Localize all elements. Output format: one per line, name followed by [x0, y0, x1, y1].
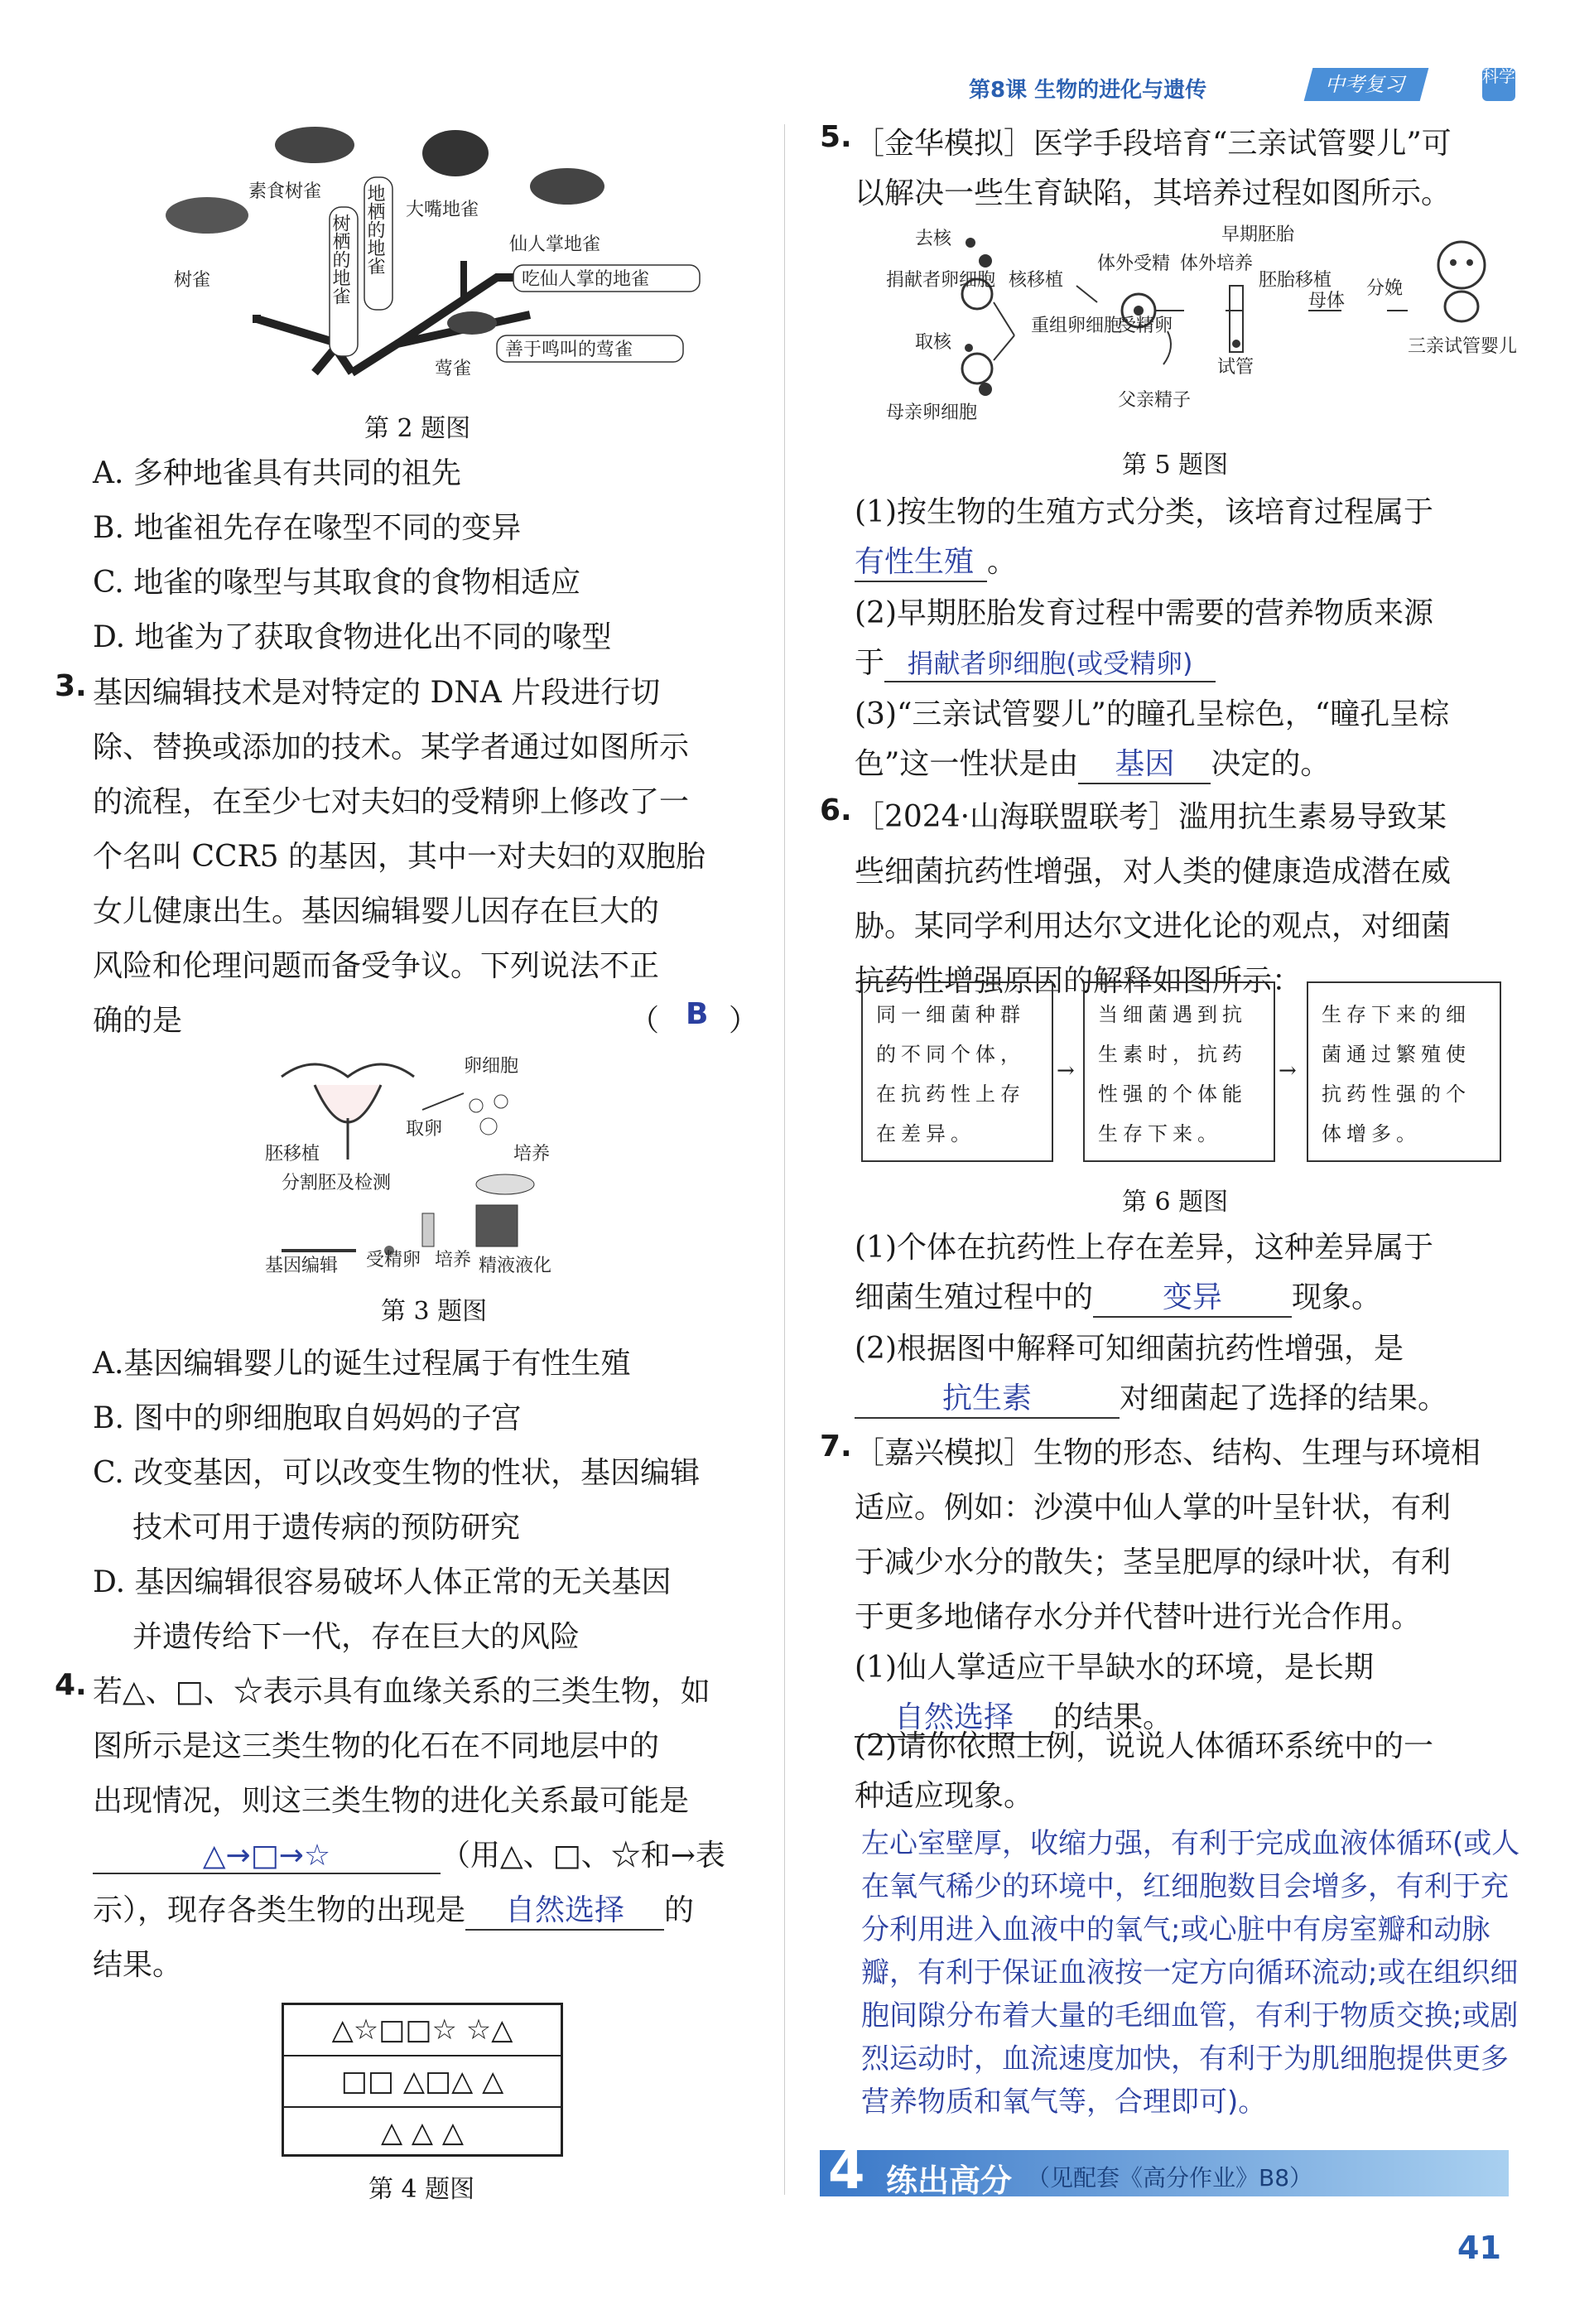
q7-line-1: ［嘉兴模拟］生物的形态、结构、生理与环境相	[855, 1436, 1481, 1470]
label-egg-cell: 卵细胞	[464, 1056, 519, 1077]
q6-sub2-post: 对细菌起了选择的结果。	[1120, 1381, 1448, 1415]
q7-answer-2: 左心室壁厚，收缩力强，有利于完成血液体循环(或人在氧气稀少的环境中，红细胞数目会增多，有利于充分利用进入血液中的氧气;或心脏中有房室瓣和动脉瓣，有利于保证血液按一定方向循环流动;或在组织细胞间隙分布着大量的毛细血管，有利于物质交换;或剧烈运动时，血流速度加快，有利于为肌细胞提供更多营养物质和氧气等，合理即可)。	[861, 1827, 1520, 2119]
label-zygote-5: 受精卵	[1118, 316, 1173, 336]
q6-line-3: 胁。某同学利用达尔文进化论的观点，对细菌	[855, 909, 1452, 943]
banner-number-icon: 4	[828, 2140, 865, 2201]
q3-paren-close: ）	[729, 1004, 759, 1038]
q7-line-4: 于更多地储存水分并代替叶进行光合作用。	[855, 1600, 1422, 1634]
label-nuclear-transfer: 核移植	[1009, 270, 1064, 291]
review-tag: 中考复习	[1304, 68, 1429, 101]
label-split-embryo: 分割胚及检测	[282, 1173, 392, 1193]
gene-editing-figure	[265, 1052, 596, 1275]
tree-finch-icon	[166, 197, 248, 234]
label-in-vitro-culture: 体外培养	[1180, 253, 1254, 274]
q5-answer-2: 捐献者卵细胞(或受精卵)	[884, 643, 1216, 682]
label-culture-2: 培养	[435, 1250, 472, 1270]
q4-line5-post: 的	[664, 1893, 695, 1927]
q4-answer-relation: △→□→☆	[93, 1839, 441, 1874]
q5-sub2-prefix: 于	[855, 646, 885, 680]
q6-line-2: 些细菌抗药性增强，对人类的健康造成潜在威	[855, 855, 1452, 889]
q3-line-4: 个名叫 CCR5 的基因，其中一对夫妇的双胞胎	[93, 840, 706, 874]
q3-line-3: 的流程，在至少七对夫妇的受精卵上修改了一	[93, 785, 690, 819]
label-three-parent-baby: 三亲试管婴儿	[1408, 336, 1518, 357]
q6-sub1-pre: 细菌生殖过程中的	[855, 1280, 1094, 1314]
q5-sub3-pre: 色”这一性状是由	[855, 747, 1079, 781]
q6-sub2: (2)根据图中解释可知细菌抗药性增强，是	[855, 1332, 1404, 1366]
q6-line-1: ［2024·山海联盟联考］滥用抗生素易导致某	[855, 800, 1447, 834]
q5-line-1: ［金华模拟］医学手段培育“三亲试管婴儿”可	[855, 127, 1452, 161]
q3-option-a: A.基因编辑婴儿的诞生过程属于有性生殖	[93, 1347, 631, 1381]
q3-number: 3.	[55, 669, 87, 703]
label-father-sperm: 父亲精子	[1118, 390, 1192, 411]
q4-answer-selection: 自然选择	[465, 1887, 664, 1931]
q5-number: 5.	[820, 120, 852, 154]
label-vegetarian-finch: 素食树雀	[248, 181, 322, 202]
baby-icon	[1438, 242, 1485, 288]
q3-caption: 第 3 题图	[381, 1297, 488, 1326]
ivf-process-figure	[878, 219, 1524, 435]
q3-option-c: C. 改变基因，可以改变生物的性状，基因编辑	[93, 1456, 701, 1490]
q5-caption: 第 5 题图	[1122, 451, 1229, 480]
label-cactus-eating-finch: 吃仙人掌的地雀	[522, 269, 650, 290]
label-culture-1: 培养	[513, 1144, 551, 1164]
large-ground-finch-icon	[422, 130, 489, 176]
label-singing-warbler: 善于鸣叫的莺雀	[505, 340, 633, 360]
q7-line-3: 于减少水分的散失；茎呈肥厚的绿叶状，有利	[855, 1545, 1452, 1579]
q4-number: 4.	[55, 1668, 87, 1702]
q5-sub1-end: 。	[987, 545, 1018, 579]
vegetarian-finch-icon	[275, 127, 354, 163]
subject-tag: 科学	[1482, 68, 1515, 101]
q5-answer-1: 有性生殖	[855, 538, 987, 582]
q2-option-d: D. 地雀为了获取食物进化出不同的喙型	[93, 620, 612, 654]
q6-box-2: 当细菌遇到抗生素时，抗药性强的个体能生存下来。	[1083, 981, 1275, 1162]
header	[969, 66, 1532, 108]
q5-sub2: (2)早期胚胎发育过程中需要的营养物质来源	[855, 596, 1433, 630]
q7-sub1-post: 的结果。	[1053, 1700, 1173, 1734]
label-tree-ground-finch: 树栖的地雀	[330, 214, 350, 305]
q5-sub2-answer-line	[855, 639, 1216, 682]
q6-caption: 第 6 题图	[1122, 1188, 1229, 1217]
banner-title: 练出高分	[886, 2162, 1013, 2199]
q6-box-1: 同一细菌种群的不同个体，在抗药性上存在差异。	[861, 981, 1053, 1162]
arrow-icon: →	[1279, 1058, 1297, 1083]
stratum-bottom: △ △ △	[380, 2116, 465, 2149]
q2-option-b: B. 地雀祖先存在喙型不同的变异	[93, 511, 522, 545]
label-take-nucleus: 取核	[915, 332, 952, 353]
q6-line-4: 抗药性增强原因的解释如图所示：	[855, 964, 1303, 998]
q3-option-d: D. 基因编辑很容易破坏人体正常的无关基因	[93, 1565, 672, 1599]
q7-sub1: (1)仙人掌适应干旱缺水的环境，是长期	[855, 1651, 1374, 1685]
label-ground-finch: 地栖的地雀	[364, 184, 385, 275]
q5-sub3-answer-line	[855, 740, 1330, 784]
label-mother-egg: 母亲卵细胞	[886, 403, 978, 423]
q3-option-b: B. 图中的卵细胞取自妈妈的子宫	[93, 1401, 522, 1435]
q4-caption: 第 4 题图	[368, 2175, 475, 2204]
q2-option-a: A. 多种地雀具有共同的祖先	[93, 456, 461, 490]
label-early-embryo: 早期胚胎	[1221, 224, 1295, 245]
q2-caption: 第 2 题图	[364, 414, 471, 443]
label-ivf: 体外受精	[1097, 253, 1171, 274]
q3-answer: B	[686, 997, 709, 1031]
q3-line-6: 风险和伦理问题而备受争议。下列说法不正	[93, 949, 660, 983]
q4-line-6: 结果。	[93, 1948, 183, 1982]
q6-answer-2: 抗生素	[855, 1375, 1120, 1419]
cactus-finch-icon	[530, 168, 604, 205]
q6-sub1: (1)个体在抗药性上存在差异，这种差异属于	[855, 1231, 1433, 1265]
practice-banner	[820, 2140, 1509, 2201]
q7-number: 7.	[820, 1430, 852, 1463]
q6-box-3: 生存下来的细菌通过繁殖使抗药性强的个体增多。	[1307, 981, 1501, 1162]
warbler-finch-icon	[447, 311, 497, 335]
label-remove-nucleus: 去核	[915, 229, 952, 249]
label-embryo-transfer: 胚移植	[265, 1144, 320, 1164]
page-number: 41	[1457, 2230, 1501, 2266]
q3-paren-open: （	[629, 1004, 660, 1038]
q5-sub1: (1)按生物的生殖方式分类，该培育过程属于	[855, 495, 1433, 529]
q3-line-5: 女儿健康出生。基因编辑婴儿因存在巨大的	[93, 894, 660, 928]
q4-line-5	[93, 1887, 694, 1931]
q5-line-2: 以解决一些生育缺陷，其培养过程如图所示。	[855, 176, 1452, 210]
q7-sub2-line2: 种适应现象。	[855, 1779, 1034, 1813]
label-large-ground-finch: 大嘴地雀	[406, 200, 479, 220]
q4-line-4	[93, 1832, 725, 1874]
q5-answer-3: 基因	[1078, 740, 1211, 784]
q4-line-2: 图所示是这三类生物的化石在不同地层中的	[93, 1729, 660, 1763]
q6-answer-1: 变异	[1093, 1274, 1292, 1318]
label-gene-editing: 基因编辑	[265, 1256, 339, 1275]
q4-line-1: 若△、□、☆表示具有血缘关系的三类生物，如	[93, 1675, 710, 1709]
q5-sub1-answer-line	[855, 538, 1017, 582]
label-test-tube: 试管	[1217, 357, 1254, 378]
label-delivery: 分娩	[1366, 278, 1404, 299]
arrow-icon: →	[1057, 1058, 1075, 1083]
q3-option-c-cont: 技术可用于遗传病的预防研究	[132, 1511, 521, 1545]
lesson-title: 第8课 生物的进化与遗传	[969, 78, 1207, 103]
q5-sub3: (3)“三亲试管婴儿”的瞳孔呈棕色，“瞳孔呈棕	[855, 697, 1450, 731]
q3-option-d-cont: 并遗传给下一代，存在巨大的风险	[132, 1620, 580, 1654]
finch-tree-figure	[149, 124, 712, 398]
q6-sub2-answer-line	[855, 1375, 1447, 1419]
q3-line-2: 除、替换或添加的技术。某学者通过如图所示	[93, 730, 690, 764]
label-embryo-transfer-5: 胚胎移植	[1259, 270, 1332, 291]
label-recombined-egg: 重组卵细胞	[1031, 316, 1123, 336]
q6-number: 6.	[820, 793, 852, 827]
label-take-egg: 取卵	[406, 1119, 443, 1140]
q7-answer-1: 自然选择	[855, 1694, 1053, 1738]
q5-sub3-post: 决定的。	[1211, 747, 1331, 781]
column-divider	[784, 124, 785, 2195]
label-cactus-finch: 仙人掌地雀	[509, 234, 601, 255]
q2-option-c: C. 地雀的喙型与其取食的食物相适应	[93, 566, 581, 600]
q4-after-answer: （用△、□、☆和→表	[441, 1839, 725, 1873]
label-semen-liquefaction: 精液液化	[479, 1256, 552, 1275]
label-mother-body: 母体	[1308, 291, 1346, 311]
q3-line-1: 基因编辑技术是对特定的 DNA 片段进行切	[93, 676, 661, 710]
stratum-middle: □□ △□△ △	[284, 2056, 561, 2108]
label-warbler: 莺雀	[435, 359, 472, 379]
q7-sub2: (2)请你依照上例，说说人体循环系统中的一	[855, 1729, 1433, 1763]
q4-line-3: 出现情况，则这三类生物的进化关系最可能是	[93, 1784, 690, 1818]
q6-sub1-post: 现象。	[1292, 1280, 1382, 1314]
banner-note: （见配套《高分作业》B8）	[1027, 2164, 1313, 2191]
q7-line-2: 适应。例如：沙漠中仙人掌的叶呈针状，有利	[855, 1491, 1452, 1525]
label-donor-egg: 捐献者卵细胞	[886, 270, 996, 291]
label-zygote: 受精卵	[366, 1250, 421, 1270]
fossil-strata-figure	[282, 2003, 563, 2157]
label-tree-finch: 树雀	[174, 270, 211, 291]
q3-line-7: 确的是	[93, 1004, 183, 1038]
q4-line5-pre: 示），现存各类生物的出现是	[93, 1893, 466, 1927]
stratum-top: △☆□□☆ ☆△	[284, 2005, 561, 2056]
q6-sub1-answer-line	[855, 1274, 1381, 1318]
